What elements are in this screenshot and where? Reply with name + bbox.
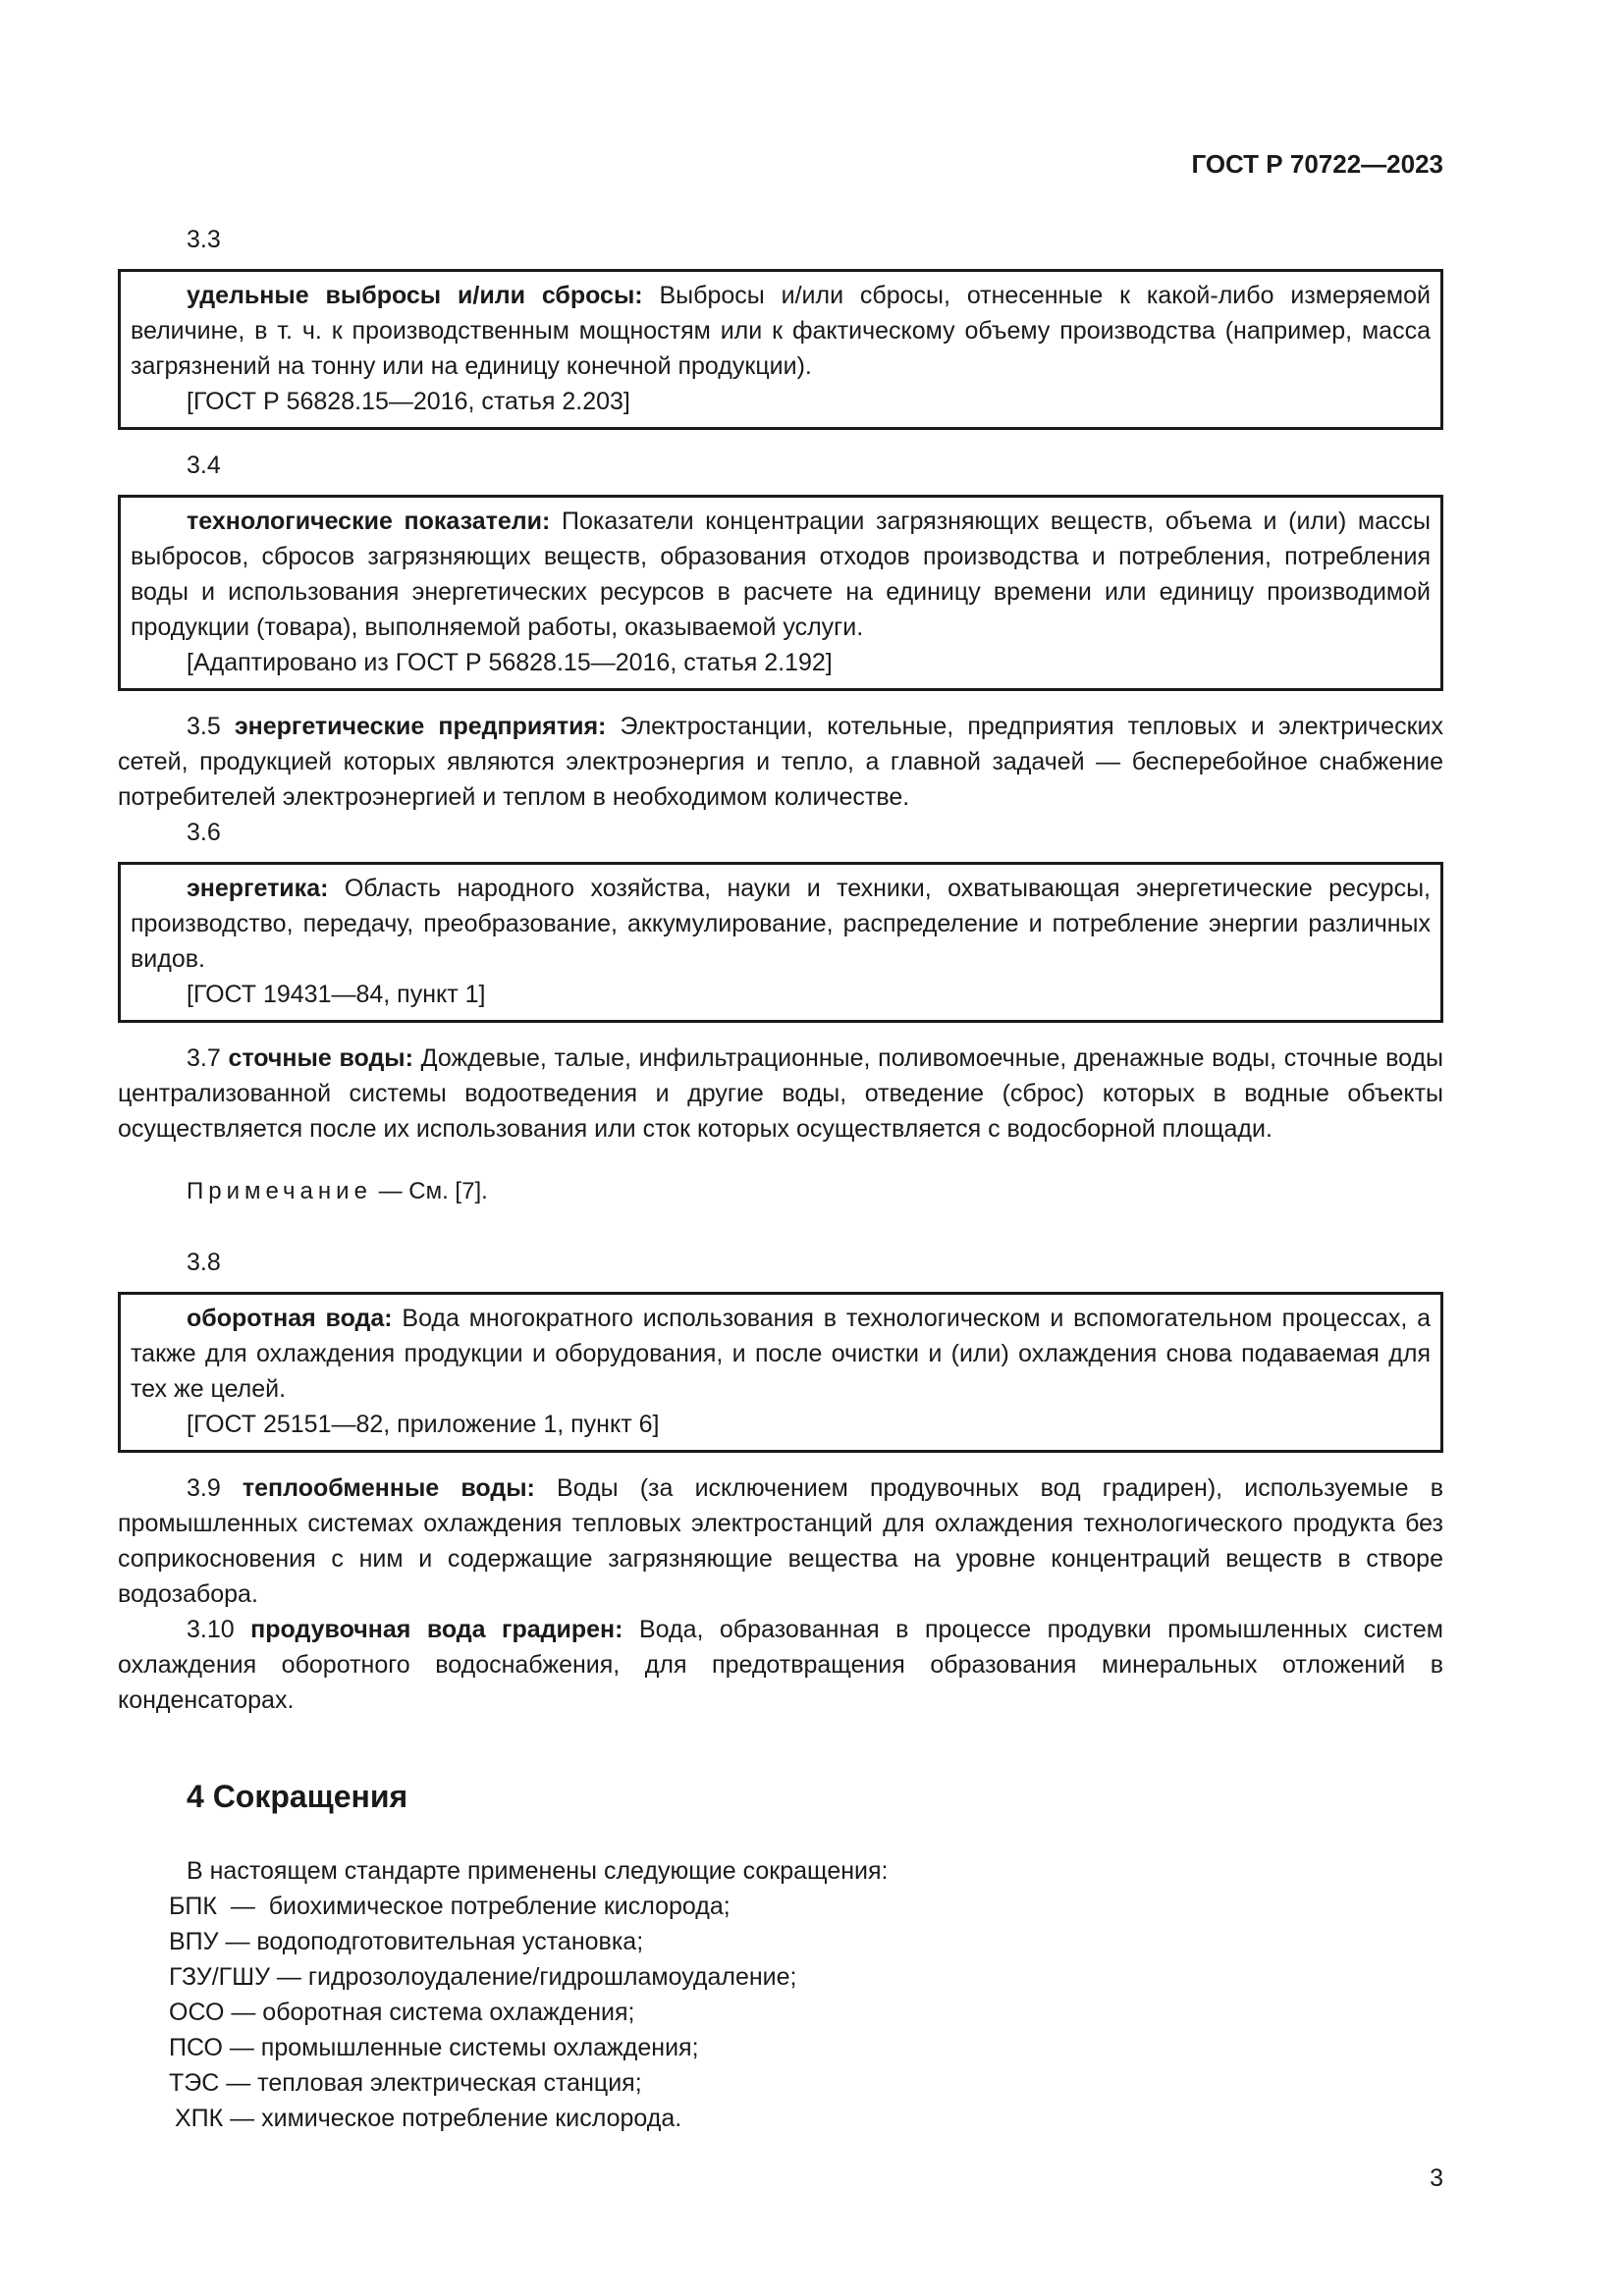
section-title: 4 Сокращения [187, 1779, 408, 1814]
term-box [118, 495, 1443, 691]
definition-text: Дождевые, талые, инфильтрационные, поливомоечные, дренажные воды, сточные воды централизованной системы водоотведения и другие воды, отведение (сброс) которых в водные объекты осуществляется после их использования или сток которых осуществляется с водосборной площади. [118, 1044, 1444, 1143]
abbreviation-item: ВПУ — водоподготовительная установка; [169, 1928, 644, 1955]
term: продувочная вода градирен: [250, 1616, 623, 1643]
term-box [118, 1292, 1443, 1453]
document-body [118, 222, 1443, 2136]
term-definition [131, 1301, 1431, 1407]
term-box [118, 862, 1443, 1023]
term: удельные выбросы и/или сбросы: [187, 282, 643, 309]
section-intro: В настоящем стандарте применены следующие сокращения: [187, 1857, 889, 1885]
term-definition [131, 278, 1431, 384]
term-paragraph [118, 1612, 1443, 1718]
term-paragraph [118, 709, 1443, 815]
entry-number: 3.6 [187, 819, 221, 846]
definition-text: Выбросы и/или сбросы, отнесенные к какой-либо измеряемой величине, в т. ч. к производственным мощностям или к фактическому объему производства (например, масса загрязнений на тонну или на единицу конечной продукции). [131, 282, 1431, 380]
term-source: [ГОСТ 25151—82, приложение 1, пункт 6] [187, 1411, 660, 1438]
abbreviation-item: ПСО — промышленные системы охлаждения; [169, 2034, 699, 2061]
term: сточные воды: [228, 1044, 413, 1072]
term: оборотная вода: [187, 1305, 393, 1332]
term-definition [131, 504, 1431, 645]
term-source: [Адаптировано из ГОСТ Р 56828.15—2016, статья 2.192] [187, 649, 833, 676]
abbreviation-item: ХПК — химическое потребление кислорода. [175, 2105, 682, 2132]
document-code: ГОСТ Р 70722—2023 [1191, 149, 1443, 179]
entry-number: 3.4 [187, 452, 221, 479]
term: энергетика: [187, 875, 329, 902]
term-source: [ГОСТ 19431—84, пункт 1] [187, 981, 486, 1008]
definition-text: Область народного хозяйства, науки и техники, охватывающая энергетические ресурсы, производство, передачу, преобразование, аккумулирование, распределение и потребление энергии различных видов. [131, 875, 1431, 973]
abbreviation-item: ТЭС — тепловая электрическая станция; [169, 2069, 642, 2097]
term-paragraph [118, 1470, 1443, 1612]
entry-number: 3.7 [187, 1044, 221, 1072]
term: теплообменные воды: [242, 1474, 535, 1502]
note-text: — См. [7]. [371, 1178, 488, 1204]
definition-text: Воды (за исключением продувочных вод градирен), используемые в промышленных системах охлаждения тепловых электростанций для охлаждения технологического продукта без соприкосновения с ним и содержащие загрязняющие вещества на уровне концентраций веществ в створе водозабора. [118, 1474, 1443, 1608]
term-paragraph [118, 1041, 1443, 1147]
definition-text: Вода, образованная в процессе продувки промышленных систем охлаждения оборотного водоснабжения, для предотвращения образования минеральных отложений в конденсаторах. [118, 1616, 1443, 1714]
entry-number: 3.8 [187, 1249, 221, 1276]
term-source: [ГОСТ Р 56828.15—2016, статья 2.203] [187, 388, 630, 415]
entry-number: 3.10 [187, 1616, 235, 1643]
page-number: 3 [1430, 2164, 1443, 2192]
entry-number: 3.9 [187, 1474, 221, 1502]
definition-text: Вода многократного использования в технологическом и вспомогательном процессах, а также для охлаждения продукции и оборудования, и после очистки и (или) охлаждения снова подаваемая для тех же целей. [131, 1305, 1431, 1403]
term-definition [131, 871, 1431, 977]
abbreviation-item: БПК — биохимическое потребление кислорода; [169, 1893, 731, 1920]
definition-text: Показатели концентрации загрязняющих веществ, объема и (или) массы выбросов, сбросов загрязняющих веществ, образования отходов производства и потребления, потребления воды и использования энергетических ресурсов в расчете на единицу времени или единицу производимой продукции (товара), выполняемой работы, оказываемой услуги. [131, 507, 1431, 641]
definition-text: Электростанции, котельные, предприятия тепловых и электрических сетей, продукцией которых являются электроэнергия и тепло, а главной задачей — бесперебойное снабжение потребителей электроэнергией и теплом в необходимом количестве. [118, 713, 1443, 811]
note-label: Примечание [187, 1178, 372, 1204]
abbreviation-item: ОСО — оборотная система охлаждения; [169, 1999, 635, 2026]
term: технологические показатели: [187, 507, 551, 535]
term: энергетические предприятия: [234, 713, 607, 740]
term-box [118, 269, 1443, 430]
entry-number: 3.3 [187, 226, 221, 253]
note [118, 1174, 1443, 1209]
entry-number: 3.5 [187, 713, 221, 740]
abbreviation-item: ГЗУ/ГШУ — гидрозолоудаление/гидрошламоудаление; [169, 1963, 797, 1991]
